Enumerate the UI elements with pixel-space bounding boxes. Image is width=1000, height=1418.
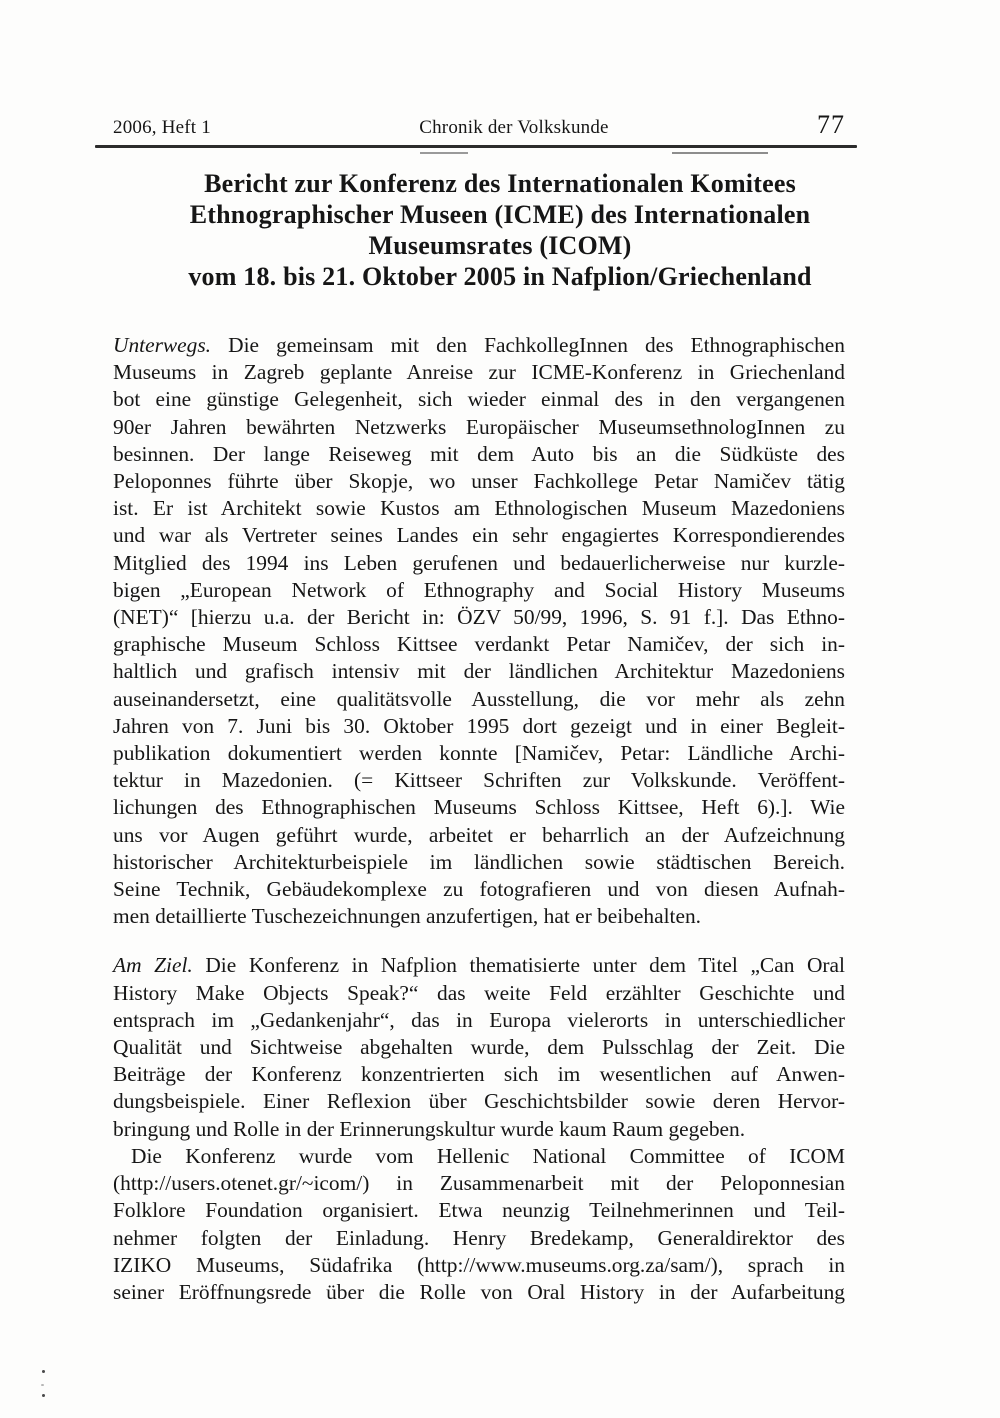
text-line: Jahren von 7. Juni bis 30. Oktober 1995 dort gezeigt und in einer Begleit- <box>113 713 845 738</box>
text-line: History Make Objects Speak?“ das weite Feld erzählter Geschichte und <box>113 980 845 1005</box>
text-line: Mitglied des 1994 ins Leben gerufenen und bedauerlicherweise nur kurzle- <box>113 550 845 575</box>
text-line: entsprach im „Gedankenjahr“, das in Europa vielerorts in unterschiedlicher <box>113 1007 845 1032</box>
text-line: 90er Jahren bewährten Netzwerks Europäischer MuseumsethnologInnen zu <box>113 414 845 439</box>
text-line: Peloponnes führte über Skopje, wo unser Fachkollege Petar Namičev tätig <box>113 469 845 494</box>
scan-speck <box>41 1384 44 1386</box>
text-line: dungsbeispiele. Einer Reflexion über Geschichtsbilder sowie deren Hervor- <box>113 1089 845 1114</box>
text-line: Unterwegs. Die gemeinsam mit den FachkollegInnen des Ethnographischen <box>113 333 845 357</box>
paragraph <box>113 332 845 930</box>
text-line: bot eine günstige Gelegenheit, sich wieder einmal des in den vergangenen <box>113 387 845 412</box>
text-line: bringung und Rolle in der Erinnerungskultur wurde kaum Raum gegeben. <box>113 1116 746 1141</box>
paragraph <box>113 952 845 1142</box>
text-line: Die Konferenz wurde vom Hellenic National Committee of ICOM <box>131 1143 845 1168</box>
paragraph-lead-in: Am Ziel. <box>113 953 193 978</box>
text-line: haltlich und grafisch intensiv mit der ländlichen Architektur Mazedoniens <box>113 659 845 684</box>
text-line: (http://users.otenet.gr/~icom/) in Zusammenarbeit mit der Peloponnesian <box>113 1171 845 1196</box>
title-line: Ethnographischer Museen (ICME) des Internationalen <box>189 200 811 229</box>
text-line: tektur in Mazedonien. (= Kittseer Schriften zur Volkskunde. Veröffent- <box>113 768 845 793</box>
text-line: historischer Architekturbeispiele im ländlichen sowie städtischen Bereich. <box>113 849 845 874</box>
title-line: vom 18. bis 21. Oktober 2005 in Nafplion/Griechenland <box>188 262 812 291</box>
text-line: Folklore Foundation organisiert. Etwa neunzig Teilnehmerinnen und Teil- <box>113 1198 845 1223</box>
text-line: ist. Er ist Architekt sowie Kustos am Ethnologischen Museum Mazedoniens <box>113 496 845 521</box>
title-line: Bericht zur Konferenz des Internationalen Komitees <box>204 169 796 198</box>
text-line: Qualität und Sichtweise abgehalten wurde, dem Pulsschlag der Zeit. Die <box>113 1035 845 1060</box>
text-line: uns vor Augen geführt wurde, arbeitet er beharrlich an der Aufzeichnung <box>113 822 845 847</box>
running-header <box>113 110 845 140</box>
text-line: IZIKO Museums, Südafrika (http://www.museums.org.za/sam/), sprach in <box>113 1252 845 1277</box>
text-line: auseinandersetzt, eine qualitätsvolle Ausstellung, die vor mehr als zehn <box>113 686 845 711</box>
article-body <box>113 332 845 1306</box>
text-line: seiner Eröffnungsrede über die Rolle von Oral History in der Aufarbeitung <box>113 1279 845 1304</box>
text-line: besinnen. Der lange Reiseweg mit dem Auto bis an die Südküste des <box>113 441 845 466</box>
text-line: Beiträge der Konferenz konzentrierten sich im wesentlichen auf Anwen- <box>113 1062 845 1087</box>
text-line: (NET)“ [hierzu u.a. der Bericht in: ÖZV 50/99, 1996, S. 91 f.]. Das Ethno- <box>113 605 845 630</box>
title-line: Museumsrates (ICOM) <box>368 231 632 260</box>
journal-title: Chronik der Volkskunde <box>419 117 609 138</box>
text-line: Seine Technik, Gebäudekomplexe zu fotografieren und von diesen Aufnah- <box>113 877 845 902</box>
text-line: bigen „European Network of Ethnography and Social History Museums <box>113 577 845 602</box>
text-line: men detaillierte Tuschezeichnungen anzufertigen, hat er beibehalten. <box>113 904 702 929</box>
text-line: lichungen des Ethnographischen Museums Schloss Kittsee, Heft 6).]. Wie <box>113 795 845 820</box>
header-rule <box>95 145 857 148</box>
text-line: Am Ziel. Die Konferenz in Nafplion thematisierte unter dem Titel „Can Oral <box>113 953 845 978</box>
article-title <box>100 168 900 292</box>
scan-speck <box>42 1394 45 1397</box>
scan-speck <box>42 1370 45 1373</box>
text-line: Museums in Zagreb geplante Anreise zur ICME-Konferenz in Griechenland <box>113 360 845 385</box>
issue-label: 2006, Heft 1 <box>113 117 211 138</box>
scan-smudge <box>420 152 468 154</box>
text-line: und war als Vertreter seines Landes ein sehr engagiertes Korrespondierendes <box>113 523 845 548</box>
paragraph-lead-in: Unterwegs. <box>113 333 212 357</box>
page-number: 77 <box>817 110 845 139</box>
text-line: graphische Museum Schloss Kittsee verdankt Petar Namičev, der sich in- <box>113 632 845 657</box>
paragraph <box>113 1143 845 1306</box>
text-line: nehmer folgten der Einladung. Henry Bredekamp, Generaldirektor des <box>113 1225 845 1250</box>
scan-smudge <box>672 152 768 154</box>
text-line: publikation dokumentiert werden konnte [Namičev, Petar: Ländliche Archi- <box>113 741 845 766</box>
